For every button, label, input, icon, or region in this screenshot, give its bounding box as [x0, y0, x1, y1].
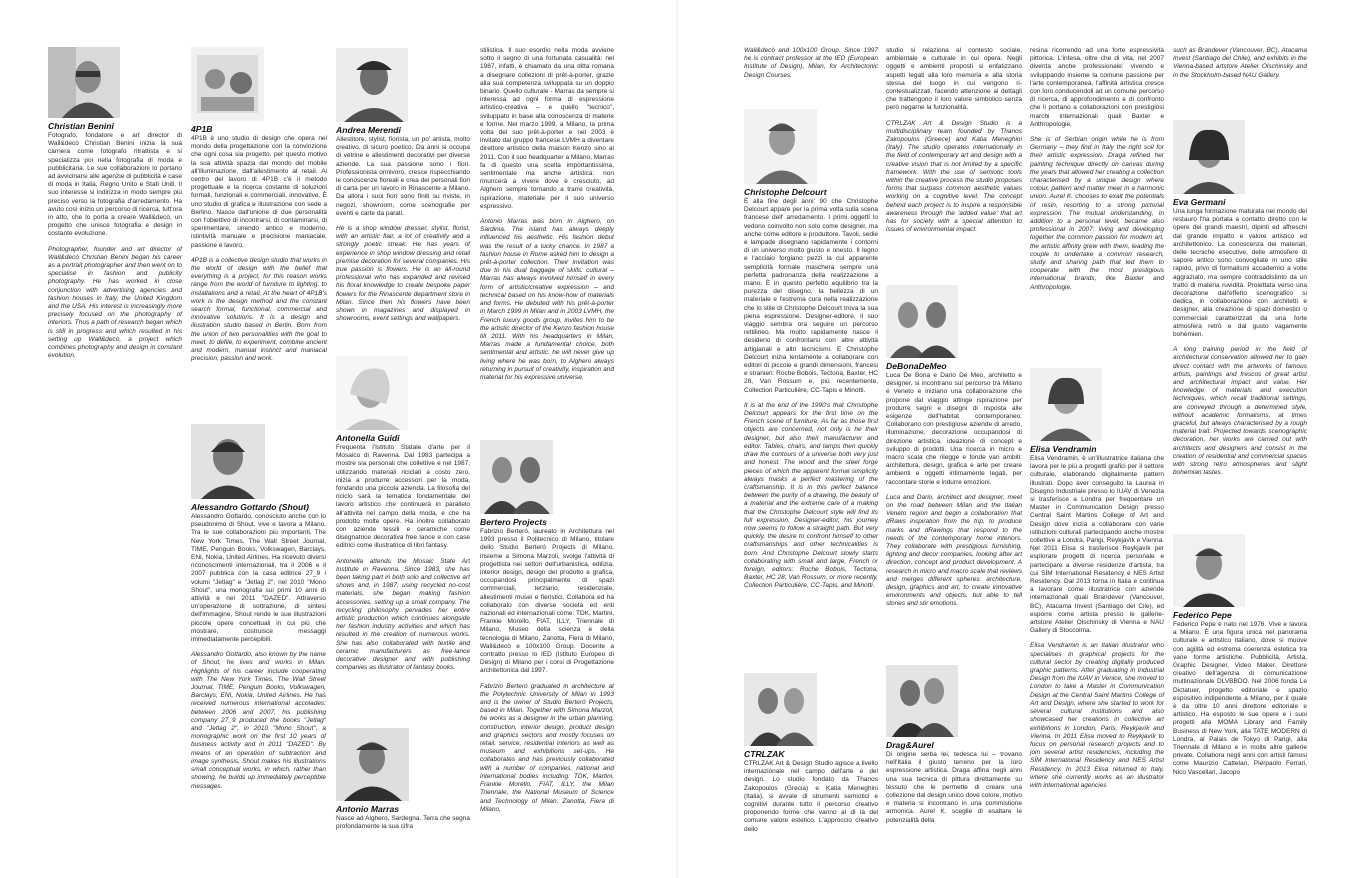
page-gutter — [676, 0, 678, 878]
column-bertero-continued — [744, 47, 878, 80]
portrait-christian-benini-image — [48, 47, 120, 118]
bio-antonio-marras-italian-cont: stilistica. Il suo esordio nella moda avviene sotto il segno di una fortunata casualità: nel 1987, infatti, è chiamato da una ditta romana a disegnare collezioni di prêt-à-porter, grazie alla sua competenza sviluppata su un doppio binario. Quello culturale - Marras da sempre si interessa ad ogni forma di espressione artistico-creativa – e quello "tecnico", sviluppato in base alla conoscenza di materie e forme. Nel marzo 1999, a Milano, la prima volta del suo prêt-à-porter e nel 2003 è invitato dal gruppo francese LVMH a diventare direttore artistico della maison Kenzo sino al 2011. Con il suo headquarter a Milano, Marras fa di questo una scelta importantissima, sentimentale ma anche artistica: non rinuncerà a vivere dove è cresciuto, ad Alghero sempre tornando a trarre creatività, ispirazione, materiale per il suo universo espressivo. — [480, 47, 614, 210]
bio-eva-germani-english: A long training period in the field of architectural conservation allowed her to gain direct contact with the artworks of famous artists, paintings and frescos of great artist and architectural impact and value. Her knowledge of materials and execution techniques, which recall traditional settings, are conveyed through a determined style, without academic formalisms, at times graceful, but always characterised by a rough material trait. Projected towards scenographic decoration, her works are carried out with architects and designers and consist in the creation of residential and commercial spaces with strong retro atmospheres and slight bohemian tastes. — [1173, 346, 1307, 477]
bio-ctrlzak-english: CTRLZAK Art & Design Studio is a multidisciplinary team founded by Thanos Zakopoulos (Greece) and Katia Meneghini (Italy). The studio operates internationally in the field of contemporary art and design with a creative vision that is not limited by a specific framework. With the use of semiotic tools within the creative process the studio proposes forms that surpass common aesthetic values working on a cognitive level. The concept behind each project is to inspire a responsible awareness through the 'added value' that art has for society with a special attention to issues of environmental impact. — [886, 119, 1022, 234]
portrait-elisa-vendramin-image — [1030, 368, 1102, 441]
bio-ctrlzak-italian-start: CTRLZAK Art & Design Studio agisce a livello internazionale nel campo dell'arte e del design. Lo studio fondato da Thanos Zakopoulos (Grecia) e Katia Meneghini (Italia), si avvale di strumenti semiotici e cognitivi durante tutto il percorso creativo proponendo forme che vanno al di là del comune valore estetico. L'approccio creativo dello — [744, 760, 878, 833]
portrait-drag-aurel — [886, 665, 958, 737]
column-ctrlzak — [744, 746, 878, 834]
bio-antonio-marras-italian-start: Nasce ad Alghero, Sardegna. Terra che segna profondamente la sua cifra — [336, 815, 470, 831]
column-ctrlzak-continued — [886, 47, 1022, 234]
portrait-antonio-marras-image — [336, 728, 409, 801]
bio-elisa-vendramin-english: Elisa Vendramin is an Italian illustrator who specialises in graphical projects for the cultural sector by creating digitally produced graphic patterns. After graduating in Industrial Design from the IUAV in Venice, she moved to London to take a Master in Communication Design at the Central Saint Martins College of Art and Design, where she started to work for several cultural institutions and also showcased her creations in collective art exhibitions in London, Paris, Reykjavík and Vienna. In 2011 Elisa moved to Reykjavík to focus on personal research projects and to join several artist residencies, including the SÍM International Residency and NES Artist Residency. In 2013 Elisa returned to Italy, where she currently works as an illustrator with international agencies — [1030, 642, 1164, 789]
bio-antonio-marras-english: Antonio Marras was born in Alghero, on Sardinia. The island has always deeply influenced his aesthetic. His fashion debut was the result of a lucky chance. In 1987 a fashion house in Rome asked him to design a prêt-à-porter collection. Their invitation was due to his dual baggage of skills: cultural – Marras has always involved himself in every form of artistic/creative expression – and technical based on his know-how of materials and forms. He debuted with his prêt-à-porter in March 1999 in Milan and in 2003 LVMH, the French luxury goods group, invites him to be the artistic director of the Kenzo fashion house till 2011. With his headquarters in Milan, Marras made a fundamental choice, both sentimental and artistic: he will never give up living where he was born, to Alghero always returning in pursuit of creativity, inspiration and material for his expressive universe. — [480, 218, 614, 381]
portrait-christophe-delcourt-image — [744, 109, 817, 184]
portrait-antonella-guidi — [336, 356, 408, 430]
portrait-ctrlzak — [744, 673, 817, 746]
portrait-federico-pepe-image — [1173, 534, 1245, 607]
bio-drag-aurel-italian-cont: resina ricorrendo ad una forte espressività pittorica. L'intesa, oltre che di vita, nel 2007 diventa anche professionale: vivendo e sviluppando insieme la comune passione per l'arte contemporanea, l'affinità artistica cresce con loro conducendoli ad un comune percorso di ricerca, di approfondimento e di confronto che li portano a collaborazioni con prestigiosi marchi internazionali quali Baxter e Anthropologie. — [1030, 47, 1164, 128]
name-alessandro-gottardo: Alessandro Gottardo (Shout) — [191, 502, 309, 512]
portrait-bertero-projects-image — [480, 440, 553, 514]
portrait-debonademeo — [886, 285, 958, 358]
portrait-eva-germani — [1173, 120, 1245, 194]
portrait-ctrlzak-image — [744, 673, 817, 746]
portrait-christian-benini — [48, 47, 120, 118]
column-elisa-vendramin-continued — [1173, 47, 1307, 80]
bio-bertero-projects-english: Fabrizio Berteró graduated in architecture at the Polytechnic University of Milan in 1993 and is the owner of Studio Berteró Projects, based in Milan. Together with Simona Marzoli, he works as a designer in the urban planning, construction, interior design, product design and graphics sectors and mostly focuses on retail, service, residential interiors as well as museum and exhibitions set-ups. He collaborates and has previously collaborated with a number of companies, national and international bodies including: TDK, Martini, Frankie Morello, FIAT, ILLY, the Milan Triennale, the National Museum of Science and Technology of Milan, Zanotta, Fiera di Milano, — [480, 682, 614, 813]
bio-andrea-merendi-english: He is a shop window dresser, stylist, florist, with an artistic flair, a lot of creativity and a strongly poetic streak. He has years of experience in shop window dressing and retail premise decoration for several companies. His true passion is flowers. He is an all-round professional who has expanded and revised his floral knowledge to create bespoke paper flowers for the Rinascente department store in Milan. Since then his flowers have been shown in magazines and displayed in showrooms, event settings and wallpapers. — [336, 225, 470, 323]
bio-eva-germani-italian: Una lunga formazione maturata nel mondo del restauro l'ha portata a contatto diretto con le opere dei grandi maestri, dipinti ed affreschi dal grande impatto e valore artistico ed architettonico. La conoscenza dei materiali, delle tecniche esecutive, delle atmosfere di sapore antico sono convogliate in uno stile rapido, privo di formalismi accademici a volte aggraziato, ma sempre contraddistinto da un tratto di materia ruvidità. Proiettata verso una decorazione dall'effetto scenografico si dedica, in collaborazione con architetti e designer, alla creazione di spazi domestici o commerciali caratterizzati da una forte atmosfera retrò e dal gusto vagamente bohémien. — [1173, 208, 1307, 339]
portrait-andrea-merendi-image — [336, 48, 408, 122]
bio-alessandro-gottardo-english: Alessandro Gottardo, also known by the name of Shout, he lives and works in Milan. Highlights of his career include cooperating with The New York Times, The Wall Street Journal, TIME, Penguin Books, Volkswagen, Barclays, ENI, Nokia, United Airlines. He has received numerous international accolades: between 2006 and 2007, his publishing company 27_9 produced the books "Jetlag" and "Jetlag 2", in 2010 "Mono Shout", a monographic work on the first 10 years of business activity and in 2011 "DAZED". By means of an operation of subtraction and image synthesis, Shout makes his illustrations small conceptual works, in which, rather than showing, he builds up immediately perceptible messages. — [191, 651, 326, 790]
portrait-antonella-guidi-image — [336, 356, 408, 430]
name-andrea-merendi: Andrea Merendi — [336, 125, 401, 135]
logo-4p1b-image — [191, 47, 264, 121]
bio-federico-pepe-italian: Federico Pepe è nato nel 1976. Vive e lavora a Milano. È una figura unica nel panorama culturale e artistico italiano, dove si muove con agilità ed estrema coerenza estetica tra varie forme artistiche. Pubblicità, Artista, Graphic Designer, Video Maker. Direttore creativo dell'agenzia di comunicazione multinazionale DLVBBDO. Nel 2006 fonda Le Dictatuer, progetto editoriale e spazio espositivo indipendente a Milano, per il quale è da oltre 10 anni direttore editoriale e artistico. Ha esposto le sue opere e i suoi progetti alla MOMA Library and Family Business di New York, alla TATE MODERN di Londra, al Palais de Tokyo di Parigi, alla Triennale di Milano e in molte altre gallerie private. Collabora negli anni con artisti famosi come Maurizio Cattelan, Pierpaolo Ferrari, Nico Vascellari, Jacopo — [1173, 621, 1307, 776]
portrait-alessandro-gottardo — [191, 424, 265, 499]
name-debonademeo: DeBonaDeMeo — [886, 361, 947, 371]
name-antonio-marras: Antonio Marras — [336, 804, 400, 814]
portrait-federico-pepe — [1173, 534, 1245, 607]
name-christian-benini: Christian Benini — [48, 121, 114, 131]
column-antonio-marras — [336, 801, 470, 831]
bio-4p1b-italian: 4P1B è uno studio di design che opera nel mondo della progettazione con la convinzione che ogni cosa sia progetto, per questo motivo la sua attività spazia dal mondo del mobile all'illuminazione, dall'allestimento al retail. Al centro del lavoro di 4P1B c'è il metodo progettuale e la ricerca costante di soluzioni formali, funzionali e commerciali, innovative. È uno studio di grafica e illustrazione con sede a Berlino. Nasce dall'unione di due personalità con l'obiettivo di incontrarsi, di contaminarsi, di sperimentare, unendo antico e moderno, istintività manuale e precisione maniacale, passione e lavoro. — [191, 135, 327, 249]
column-debonademeo — [886, 358, 1022, 609]
bio-christophe-delcourt-english: It is at the end of the 1990's that Christophe Delcourt appears for the first time on the French scene of furniture. As far as those first objects are concerned, not only is he their designer, but also their manufacturer and editor. Tables, chairs, and lamps then quickly draw the contours of a universe both very just and honest. The wood and the steel forge pieces of which the apparent formal simplicity always masks a perfect mastering of the craftsmanship. It is in this perfect balance between the purity of a drawing, the beauty of a material and the extreme care of a making that the Christophe Delcourt style will find its full expression. Designer-editor, his journey now seems to follow a straight path. But very quickly, the desire to confront himself to other craftsmanships and other technicalities is born. And Christophe Delcourt slowly starts collaborating with small and large, French or foreign, editors: Roche Bobois, Tectona, Baxter, HC 28, Van Rossum, or more recently, Collection Particulière, CC-Tapis, and Minotti. — [744, 401, 878, 590]
portrait-christophe-delcourt — [744, 109, 817, 184]
name-eva-germani: Eva Germani — [1173, 197, 1226, 207]
name-elisa-vendramin: Elisa Vendramin — [1030, 444, 1097, 454]
bio-christian-benini-italian: Fotografo, fondatore e art director di Wall&decò Christian Benini inizia la sua carriera come fotografo ritrattista e si specializza poi nella fotografia di moda e pubblicitaria. Le sue collaborazioni lo portano ad avvicinarsi alle agenzie di pubblicità e case di moda in Italia, Regno Unito e Stati Uniti. Il suo interesse si indirizza in modo sempre più preciso verso la fotografia d'arredamento. Ha avuto così inizio un percorso di ricerca, tutt'ora in atto, che lo porta a creare Wall&decò, un progetto che unisce fotografia e design in costante evoluzione. — [48, 132, 182, 238]
bio-elisa-vendramin-english-cont: such as Brandever (Vancouver, BC), Atacama Invest (Santiago del Chile), and exhibits in the Vienna-based artstore Atelier Olschinsky and in the Stockholm-based NAU Gallery. — [1173, 47, 1307, 79]
portrait-antonio-marras — [336, 728, 409, 801]
column-antonio-marras-continued — [480, 47, 614, 382]
bio-christophe-delcourt-italian: È alla fine degli anni' 90 che Christophe Delcourt appare per la prima volta sulla scena francese dell' arredamento. I primi oggetti lo vedono coinvolto non solo come designer, ma anche come editore e produttore. Tavoli, sedie e lampade disegnano rapidamente i contorni di un universo molto giusto e onesto. Il legno e l'acciaio forgiano pezzi la cui apparente semplicità formale maschera sempre una perfetta padronanza della realizzazione a mano. È in questo perfetto equilibrio tra la purezza del disegno, la bellezza di un materiale e l'estrema cura nella realizzazione che lo stile di Christophe Delcourt trova la sua piena espressione. Designer-editore, il suo viaggio sembra ora seguire un percorso rettilineo. Ma molto rapidamente nasce il desiderio di confrontarsi con altre attività artigianali e altri tecnicismi. E Christophe Delcourt inizia lentamente a collaborare con editori di piccole e grandi dimensioni, francesi e stranieri: Roche Bobois, Tectona, Baxter, HC 28, Van Rossum e, più recentemente, Collection Particulière, CC-Tapis e Minotti. — [744, 198, 878, 394]
column-christophe-delcourt — [744, 184, 878, 591]
bio-drag-aurel-italian-start: Di origine serba lei, tedesca lui – trovano nell'Italia il giusto terreno per la loro espressione artistica. Draga affina negli anni una sua tecnica di pittura direttamente su tessuto che le permette di creare una collezione dal design unico dove colore, motivo e materia si incontrano in una commistione armonica. Aurel K. sceglie di esaltare le potenzialità della — [886, 751, 1022, 824]
bio-antonella-guidi-italian: Frequenta l'Istituto Statale d'arte per il Mosaico di Ravenna. Dal 1983 partecipa a mostre sia personali che collettive e nel 1987, utilizzando materiali riciclati a costo zero, inizia a produrre accessori per la moda, fondando una piccola azienda. La filosofia del riciclo sarà la tematica fondamentale del lavoro artistico che continuerà in parallelo all'attività nel campo della moda, e che ha prodotto molte opere. Ha inoltre collaborato con aziende tessili e ceramiche come disegnatrice decorativa free lance e con case editrici come illustratrice di libri fantasy. — [336, 444, 470, 550]
column-antonella-guidi — [336, 430, 470, 672]
portrait-drag-aurel-image — [886, 665, 958, 737]
portrait-debonademeo-image — [886, 285, 958, 358]
bio-ctrlzak-italian-cont: studio si relaziona al contesto sociale, ambientale e culturale in cui opera. Negli oggetti e ambienti proposti si enfatizzano aspetti legati alla loro memoria e alla storia stessa del luogo in cui vengono ri-contestualizzati, facendo attenzione ai dettagli che trattengono il loro valore simbolico senza però negarne la funzionalità. — [886, 47, 1022, 112]
name-drag-aurel: Drag&Aurel — [886, 740, 934, 750]
portrait-andrea-merendi — [336, 48, 408, 122]
bio-andrea-merendi-italian: Allestitore, stylist, fiorista, un po' artista, molto creativo, di sicuro poetico. Da anni si occupa di vetrine e allestimenti decorativi per diverse aziende. La sua passione sono i fiori. Professionista onnivoro, cresce rispecchiando le conoscenze floreali e crea dei personali fiori di carta per un lavoro in Rinascente a Milano. Da allora i suoi fiori sono finiti su riviste, in negozi, showroom, come scenografie per eventi e carte da parati. — [336, 136, 470, 217]
bio-4p1b-english: 4P1B is a collective design studio that works in the world of design with the belief that everything is a project, for this reason works range from the world of furniture to lighting, to installations and a retail. At the heart of 4P1B's work is the design method and the constant search formal, functional, commercial and innovative solutions. It is a design and illustration studio based in Berlin. Born from the union of two personalities with the goal to meet, to defile, to experiment, combine ancient and modern, manual instinct and maniacal precision, passion and work. — [191, 256, 327, 363]
bio-bertero-projects-english-cont: Wall&decò and 100x100 Group. Since 1997 he is contract professor at the IED (European Institute of Design), Milan, for Architectonic Design Courses. — [744, 47, 878, 79]
bio-elisa-vendramin-italian: Elisa Vendramin, è un'illustratrice italiana che lavora per le più a progetti grafici per il settore culturale, elaborando digitalmente pattern illustrati. Dopo aver conseguito la Laurea in Disegno Industriale presso lo IUAV di Venezia si trasferisce a Londra per frequentare un Master in Communication Design presso Central Saint Martins College of Art and Design dove inizia a collaborare con varie istituzioni culturali partecipando anche mostre collettive a Londra, Parigi, Reykjavík e Vienna. Nel 2011 Elisa si trasferisce Reykjavík per esplorare progetti di ricerca personale e partecipare a diverse residenze d'artista, tra cui SÍM International Residency e NES Artist Residency. Dal 2013 torna in Italia e continua a lavorare come illustratrice con aziende internazionali quali Brandever (Vancouver, BC), Atacama Invest (Santiago del Cile), ed esporre come artista presso le gallerie-artstore Atelier Olschinsky di Vienna e NAU Gallery di Stoccolma. — [1030, 455, 1164, 635]
portrait-eva-germani-image — [1173, 120, 1245, 194]
name-christophe-delcourt: Christophe Delcourt — [744, 187, 827, 197]
column-eva-germani — [1173, 194, 1307, 478]
portrait-elisa-vendramin — [1030, 368, 1102, 441]
name-federico-pepe: Federico Pepe — [1173, 610, 1232, 620]
column-andrea-merendi — [336, 122, 470, 323]
name-4p1b: 4P1B — [191, 124, 213, 134]
bio-drag-aurel-english: She is of Serbian origin while he is from Germany – they find in Italy the right soil for their artistic expression. Draga refined her painting technique directly on canvas during the years that allowed her creating a collection characterised by a unique design where colour, pattern and matter meet in a harmonic union. Aurel K. chooses to exalt the potentials of resin, resorting to a strong pictorial expression. The mutual understanding, in addition to a personal level, became also professional in 2007: living and developing together the common passion for modern art, the artistic affinity grew with them, leading the couple to undertake a common research, study and sharing path that led them to cooperate with the most prestigious international brands, like Baxter and Anthropologie. — [1030, 136, 1164, 291]
column-alessandro-gottardo — [191, 499, 326, 791]
bio-alessandro-gottardo-italian: Alessandro Gottardo, conosciuto anche con lo pseudonimo di Shout, vive e lavora a Milano. Tra le sue collaborazioni più importanti, The New York Times, The Wall Street Journal, TIME, Penguin Books, Volkswagen, Barclays, ENI, Nokia, United Airlines. Ha ricevuto diversi riconoscimenti internazionali, tra il 2006 e il 2007 pubblica con la casa editrice 27_9 i volumi "Jetlag" e "Jetlag 2", nel 2010 "Mono Shout", una monografia sui primi 10 anni di attività e nel 2011 "DAZED". Attraverso un'operazione di sottrazione, di sintesi dell'immagine, Shout rende le sue illustrazioni piccole opere concettuali in cui più che mostrare, costruisce messaggi immediatamente percepibili. — [191, 513, 326, 644]
bio-bertero-projects-italian: Fabrizio Berteró, laureato in Architettura nel 1993 presso il Politecnico di Milano, titolare dello Studio Berteró Projects di Milano, insieme a Simona Marzoli, svolge l'attività di progettista nei settori dell'urbanistica, edilizia, interior design, design del prodotto e grafica, occupandosi principalmente di spazi commerciali, terziario, residenziale, allestimenti musei e fieristici. Collabora ed ha collaborato con diverse società ed enti nazionali ed internazionali come: TDK, Martini, Frankie Morello, FIAT, ILLY, Triennale di Milano, Museo della scienza e della tecnologia di Milano, Zanotta, Fiera di Milano, Wall&decò e 100x100 Group. Docente a contratto presso lo IED (Istituto Europeo di Design) di Milano per i corsi di Progettazione architettonica dal 1997. — [480, 528, 614, 675]
name-antonella-guidi: Antonella Guidi — [336, 433, 400, 443]
portrait-alessandro-gottardo-image — [191, 424, 265, 499]
column-drag-aurel — [886, 737, 1022, 825]
column-drag-aurel-continued — [1030, 47, 1164, 292]
column-4p1b — [191, 121, 327, 363]
logo-4p1b — [191, 47, 264, 121]
bio-debonademeo-english: Luca and Dario, architect and designer, meet on the road between Milan and the Italian Veneto region and begin a collaboration that dRaws inspiration from the trip, to produce marks and dRawings that respond to the needs of the contemporary home interiors. They collaborate with prestigious furnishing, lighting and decor companies, looking after art direction, concept and product development. A research in micro and macro scale that reviews and merges different spheres: architecture, design, graphics and art, to create innovative environments and objects, but able to tell stories and stir emotions. — [886, 493, 1022, 608]
bio-debonademeo-italian: Luca De Bona e Dario De Meo, architetto e designer, si incontrano sul percorso tra Milano e Veneto e iniziano una collaborazione che propone dal viaggio attinge ispirazione per produrre segni e disegni di risposta alle esigenze dell'habitat contemporaneo. Collaborano con prestigiose aziende di arredo, illuminazione, decorazione occupandosi di direzione artistica, ideazione di concept e sviluppo di prodotti. Una ricerca in micro e macro scala che rilegge e fonde vari ambiti: architettura, design, grafica e arte per creare ambienti e oggetti intimamente legati, per raccontare storie e indurre emozioni. — [886, 372, 1022, 486]
bio-antonella-guidi-english: Antonella attends the Mosaic State Art Institute in Ravenna. Since 1983, she has been taking part in both solo and collective art shows and, in 1987, using recycled no-cost materials, she began making fashion accessories, setting up a small company. The recycling philosophy pervades her entire artistic production which continues alongside her fashion industry activities and which has resulted in the creation of numerous works. She has also collaborated with textile and ceramic manufacturers as free-lance decorative designer and with publishing companies as illustrator of fantasy books. — [336, 557, 470, 672]
column-christian-benini — [48, 118, 182, 360]
column-federico-pepe — [1173, 607, 1307, 777]
name-bertero-projects: Bertero Projects — [480, 517, 547, 527]
column-elisa-vendramin — [1030, 441, 1164, 790]
column-bertero-projects — [480, 514, 614, 814]
portrait-bertero-projects — [480, 440, 553, 514]
name-ctrlzak: CTRLZAK — [744, 749, 785, 759]
bio-christian-benini-english: Photographer, founder and art director of Wall&decò Christian Benini began his career as a portrait photographer and then went on to specialise in fashion and publicity photography. He has worked in close conjunction with advertising agencies and fashion houses in Italy, the United Kingdom and the USA. His interest is increasingly more precisely focused on the photography of interiors. Thus a path of research began which is still in progress and which resulted in his setting up Wall&decò, a project which combines photography and design in constant evolution. — [48, 245, 182, 360]
